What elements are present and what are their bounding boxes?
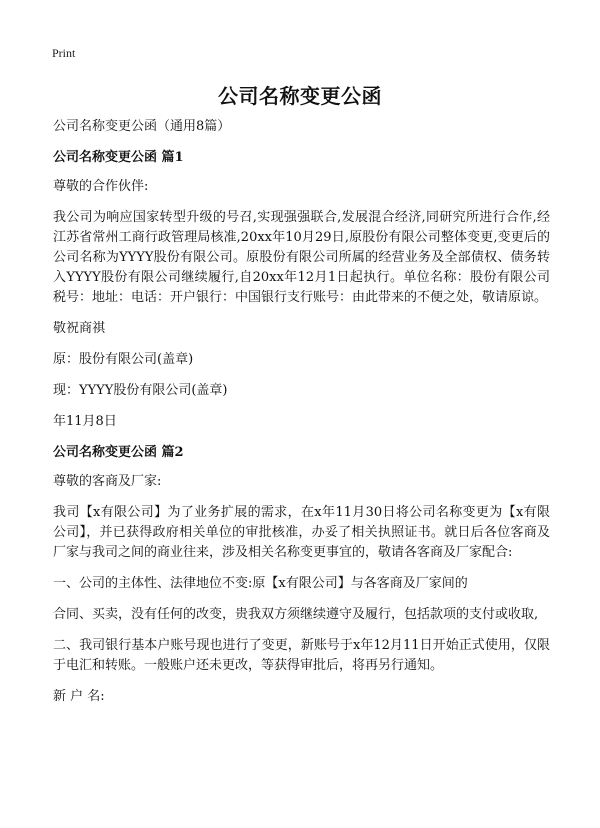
paragraph-1-body: 我公司为响应国家转型升级的号召,实现强强联合,发展混合经济,同研究所进行合作,经江苏省常州工商行政管理局核准,20xx年10月29日,原股份有限公司整体变更,变更后的公司名称为YYYY股份有限公司。原股份有限公司所属的经营业务及全部债权、债务转入YYYY股份有限公司继续履行,自20xx年12月1日起执行。单位名称：股份有限公司税号：地址：电话：开户银行：中国银行支行账号：由此带来的不便之处，敬请原谅。 [53,210,550,305]
original-company-line: 原：股份有限公司(盖章) [53,352,194,367]
greeting-2: 尊敬的客商及厂家: [53,474,162,489]
new-company-line: 现：YYYY股份有限公司(盖章) [53,383,228,398]
page-title: 公司名称变更公函 [218,84,382,108]
closing-text: 敬祝商祺 [53,321,106,336]
document-body [53,117,550,718]
print-link[interactable]: Print [52,46,76,60]
account-name-label: 新 户 名: [53,689,105,704]
document-subtitle: 公司名称变更公函（通用8篇） [53,119,231,134]
greeting-1: 尊敬的合作伙伴: [53,179,149,194]
list-item-2: 二、我司银行基本户账号现也进行了变更，新账号于x年12月11日开始正式使用，仅限于电汇和转账。一般账户还未更改，等获得审批后，将再另行通知。 [53,638,550,673]
list-item-1: 一、公司的主体性、法律地位不变:原【x有限公司】与各客商及厂家间的 [53,576,468,591]
section-heading-1: 公司名称变更公函 篇1 [53,150,184,165]
letter-date: 年11月8日 [53,414,117,429]
paragraph-2-body: 我司【x有限公司】为了业务扩展的需求，在x年11月30日将公司名称变更为【x有限公司】，并已获得政府相关单位的审批核准，办妥了相关执照证书。就日后各位客商及厂家与我司之间的商业往来，涉及相关名称变更事宜的，敬请各客商及厂家配合: [53,505,550,560]
section-heading-2: 公司名称变更公函 篇2 [53,445,184,460]
list-item-1-continued: 合同、买卖，没有任何的改变，贵我双方须继续遵守及履行，包括款项的支付或收取, [53,607,539,622]
